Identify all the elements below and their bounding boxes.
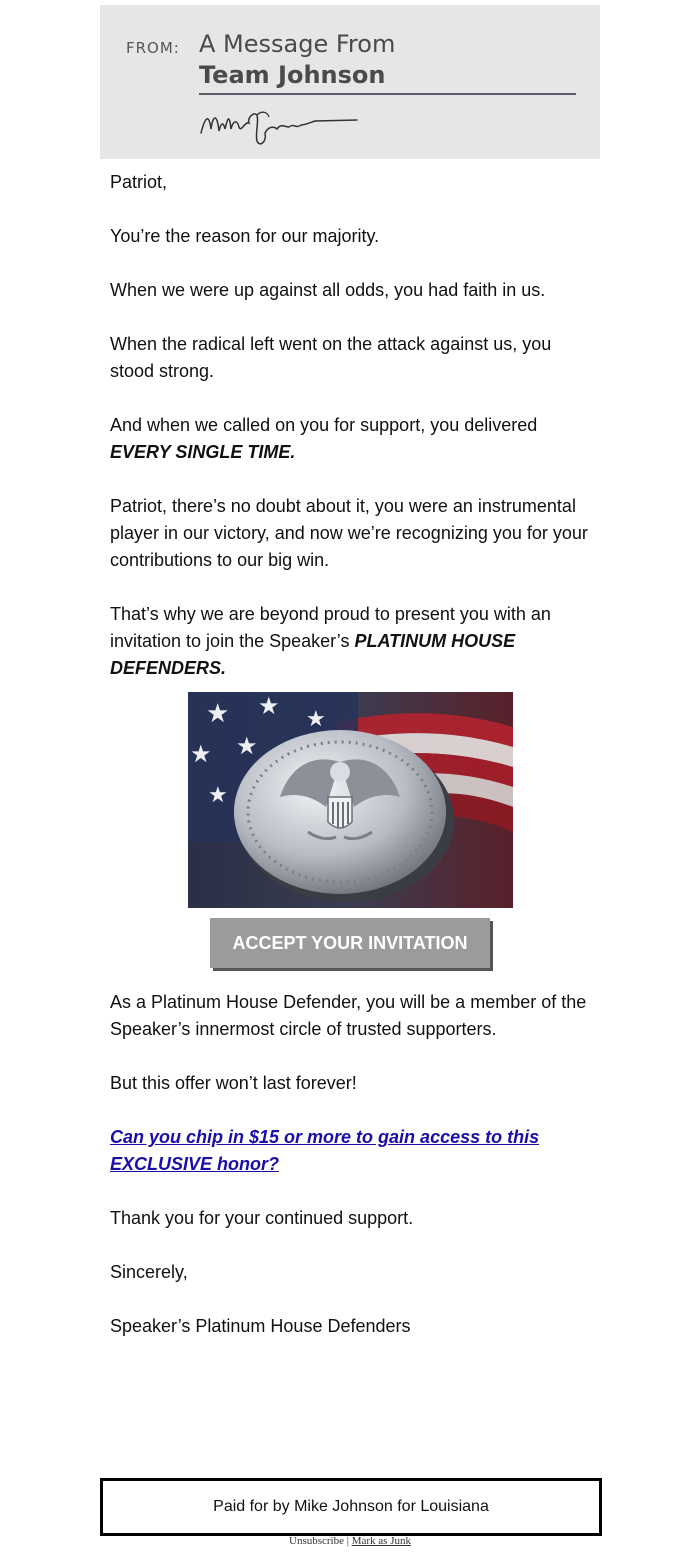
paragraph-faith: When we were up against all odds, you had faith in us.	[110, 280, 546, 300]
paragraph-recognition: Patriot, there’s no doubt about it, you were an instrumental player in our victory, and now we’re recognizing you for your contributions to our big win.	[110, 496, 588, 570]
emphasis-platinum-house-defenders: PLATINUM HOUSE DEFENDERS.	[110, 631, 516, 678]
paragraph-delivered-text: And when we called on you for support, you delivered	[110, 415, 538, 435]
footer-links	[0, 1535, 700, 1547]
svg-text:★: ★	[236, 732, 258, 760]
footer-separator: |	[346, 1535, 349, 1547]
header-divider	[199, 93, 576, 95]
paragraph-membership: As a Platinum House Defender, you will be a member of the Speaker’s innermost circle of trusted supporters.	[110, 992, 587, 1039]
greeting: Patriot,	[110, 172, 168, 192]
donate-paragraph	[110, 1124, 565, 1178]
from-sender-name: Team Johnson	[199, 61, 386, 89]
paid-for-disclaimer	[100, 1478, 602, 1536]
paragraph-invitation-text: That’s why we are beyond proud to present you with an invitation to join the Speaker’s	[110, 604, 551, 651]
donate-link[interactable]: Can you chip in $15 or more to gain access to this EXCLUSIVE honor?	[110, 1127, 540, 1174]
accept-invitation-button[interactable]: ACCEPT YOUR INVITATION	[210, 918, 490, 968]
signature-image	[197, 103, 467, 149]
svg-text:★: ★	[190, 740, 212, 768]
svg-text:★: ★	[206, 699, 230, 729]
svg-text:★: ★	[306, 707, 326, 732]
mark-as-junk-link[interactable]: Mark as Junk	[351, 1535, 411, 1547]
sign-off: Speaker’s Platinum House Defenders	[110, 1316, 411, 1336]
coin-flag-image	[188, 692, 513, 908]
from-label: FROM:	[126, 39, 180, 57]
paragraph-invitation	[110, 601, 555, 682]
paragraph-stood-strong: When the radical left went on the attack against us, you stood strong.	[110, 334, 552, 381]
unsubscribe-link[interactable]: Unsubscribe	[289, 1535, 344, 1547]
paragraph-majority: You’re the reason for our majority.	[110, 226, 380, 246]
paragraph-limited-offer: But this offer won’t last forever!	[110, 1073, 357, 1093]
paragraph-thank-you: Thank you for your continued support.	[110, 1208, 414, 1228]
paragraph-delivered	[110, 412, 600, 466]
closing: Sincerely,	[110, 1262, 188, 1282]
svg-text:★: ★	[258, 692, 280, 720]
paid-for-text: Paid for by Mike Johnson for Louisiana	[213, 1498, 489, 1515]
email-header	[100, 5, 600, 159]
emphasis-every-single-time: EVERY SINGLE TIME.	[110, 442, 296, 462]
from-line1: A Message From	[199, 30, 396, 58]
svg-text:★: ★	[208, 783, 228, 808]
